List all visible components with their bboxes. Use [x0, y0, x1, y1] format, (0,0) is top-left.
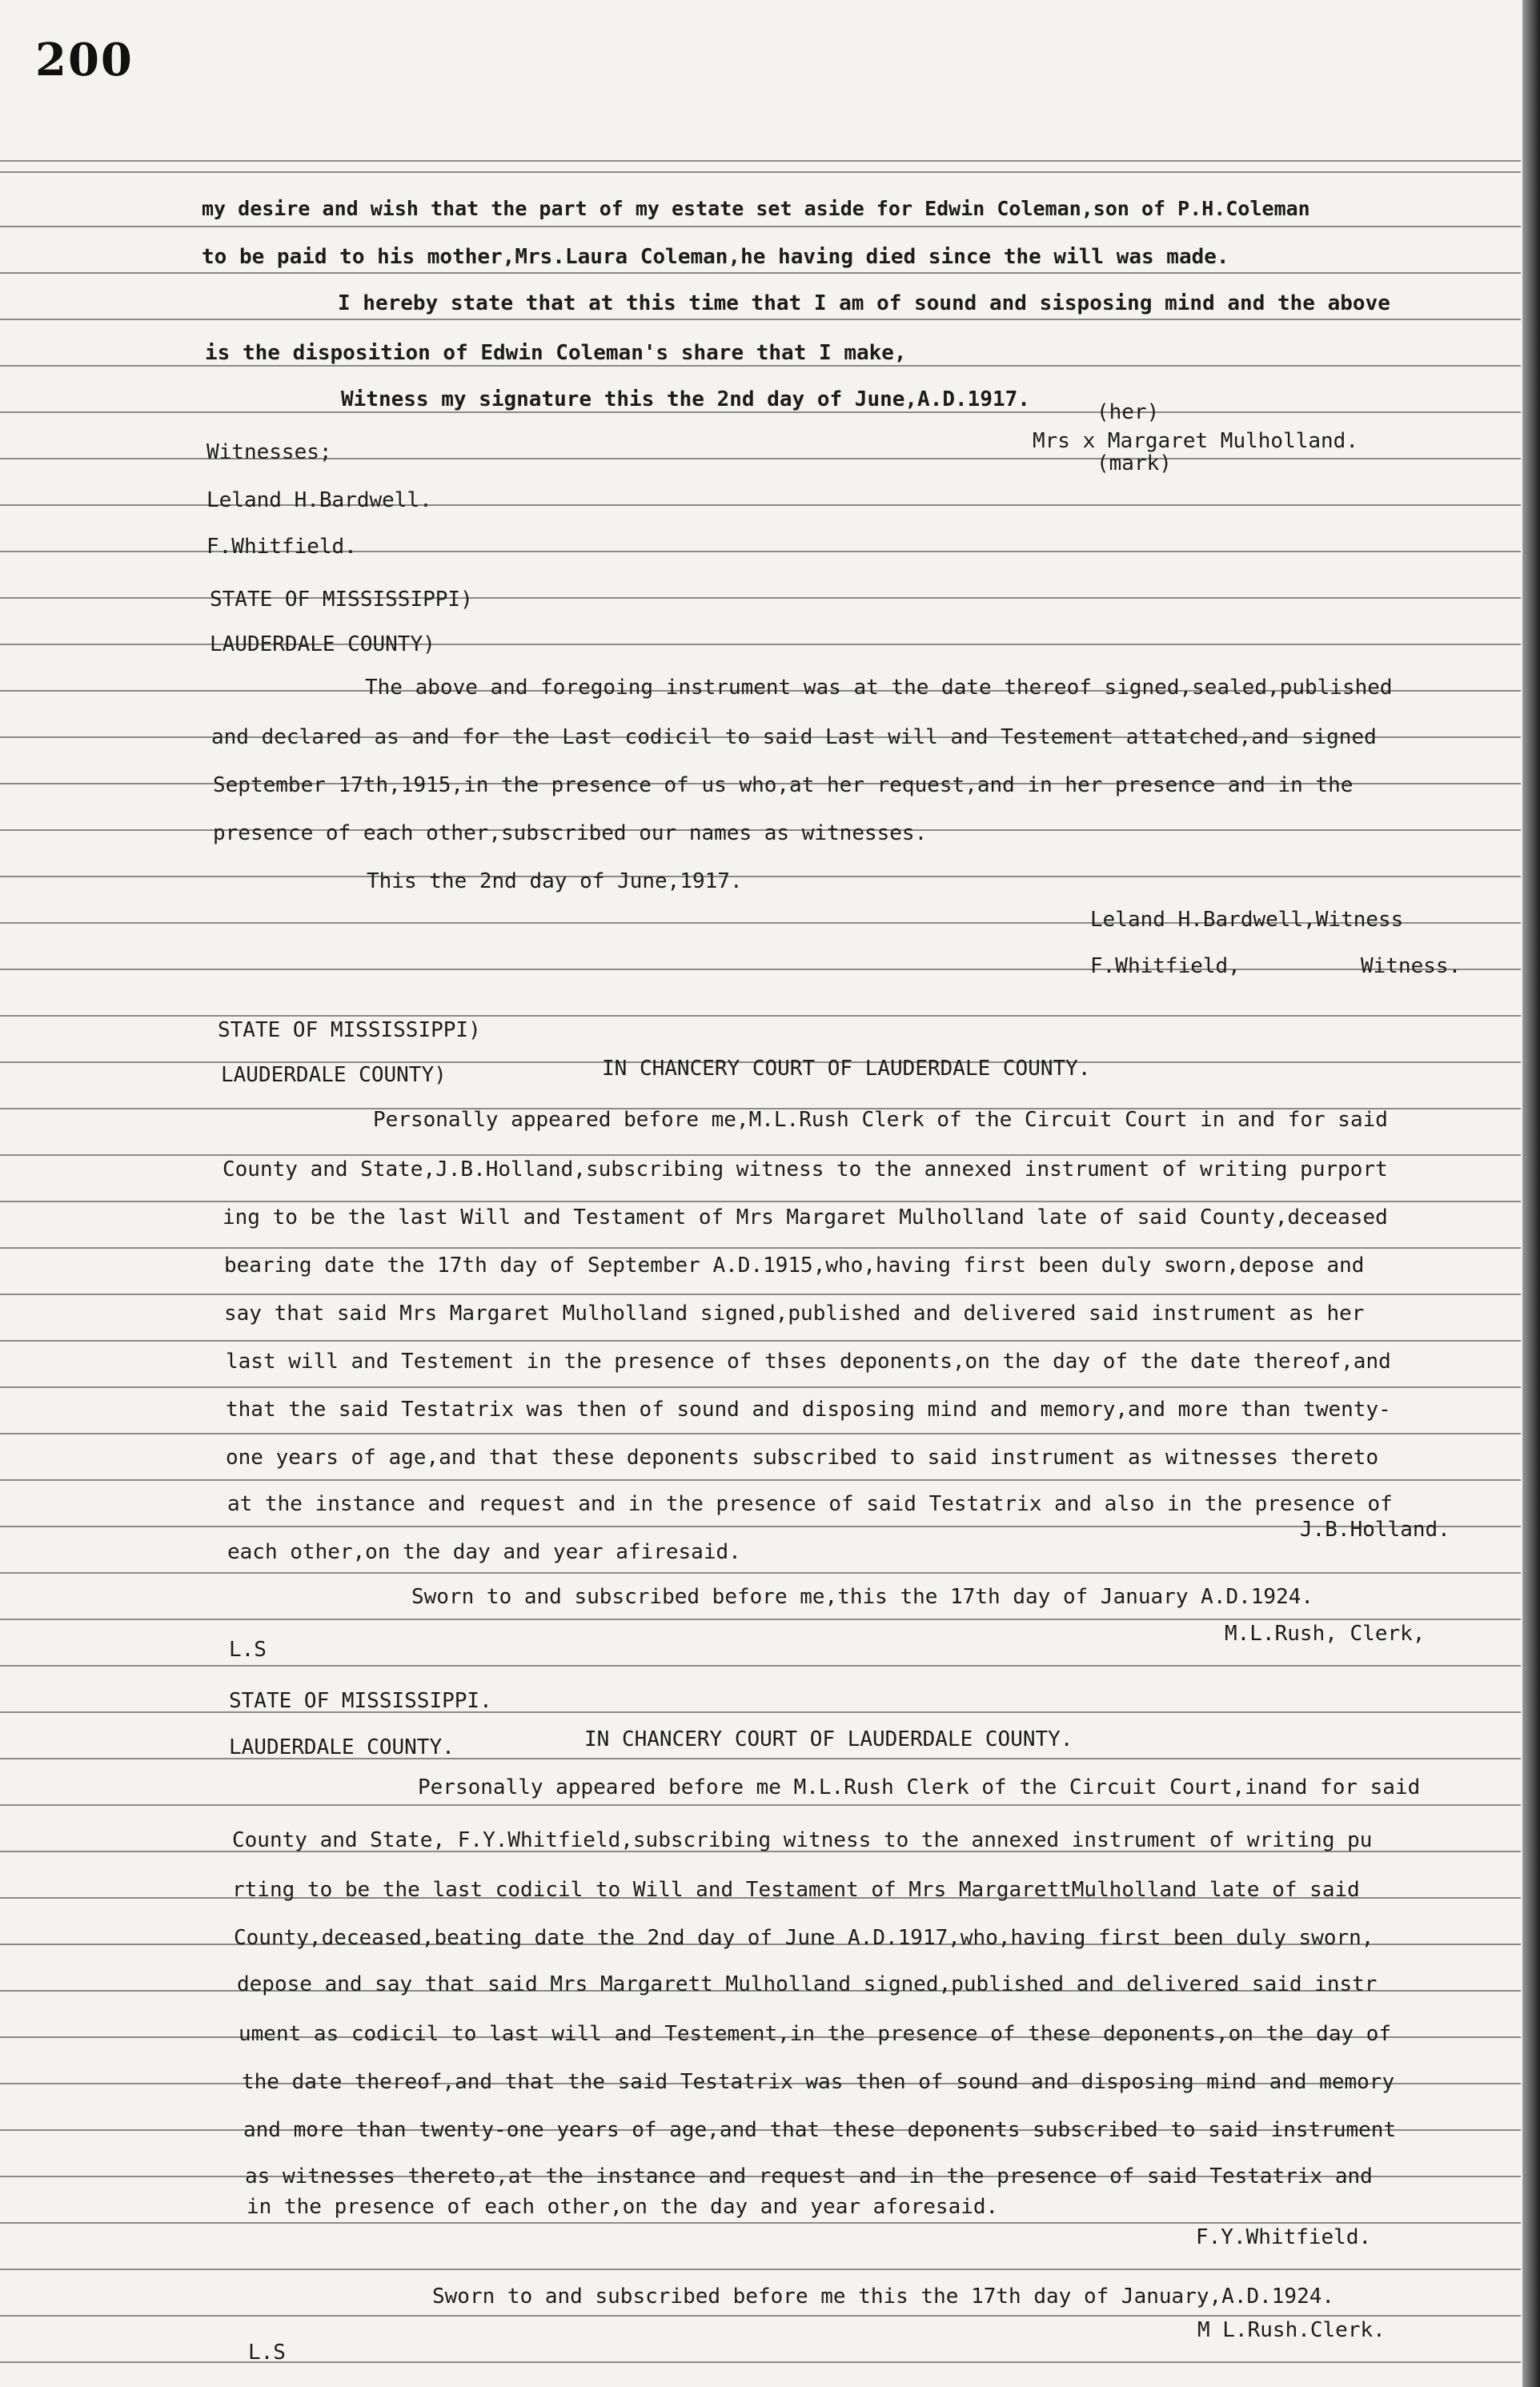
text-line: that the said Testatrix was then of sound and disposing mind and memory,and more than twenty-	[226, 1398, 1391, 1422]
text-line: LAUDERDALE COUNTY)	[210, 632, 435, 656]
text-line: The above and foregoing instrument was at the date thereof signed,sealed,published	[365, 676, 1393, 700]
text-line: Mrs x Margaret Mulholland.	[1033, 429, 1358, 453]
text-line: F.Whitfield.	[207, 535, 357, 559]
text-line: last will and Testement in the presence of thses deponents,on the day of the date thereof,and	[226, 1350, 1391, 1374]
rule-line	[0, 1572, 1521, 1574]
text-line: Leland H.Bardwell,Witness	[1090, 908, 1404, 932]
rule-line	[0, 1294, 1521, 1295]
rule-line	[0, 272, 1521, 274]
rule-line	[0, 226, 1521, 227]
text-line: rting to be the last codicil to Will and Testament of Mrs MargarettMulholland late of said	[232, 1878, 1360, 1902]
text-line: (her)	[1097, 400, 1160, 424]
text-line: STATE OF MISSISSIPPI.	[229, 1689, 492, 1713]
text-line: my desire and wish that the part of my estate set aside for Edwin Coleman,son of P.H.Coleman	[202, 197, 1310, 220]
text-line: one years of age,and that these deponents subscribed to said instrument as witnesses thereto	[226, 1446, 1379, 1470]
rule-line	[0, 1804, 1521, 1806]
page-number: 200	[35, 34, 134, 86]
rule-line	[0, 1665, 1521, 1667]
text-line: M.L.Rush, Clerk,	[1225, 1622, 1426, 1646]
rule-line	[0, 876, 1521, 877]
text-line: the date thereof,and that the said Testatrix was then of sound and disposing mind and memory	[242, 2070, 1395, 2094]
rule-line	[0, 1015, 1521, 1017]
text-line: IN CHANCERY COURT OF LAUDERDALE COUNTY.	[602, 1057, 1091, 1081]
text-line: Leland H.Bardwell.	[207, 488, 432, 512]
rule-line	[0, 1433, 1521, 1434]
text-line: Sworn to and subscribed before me this the 17th day of January,A.D.1924.	[432, 2285, 1335, 2309]
text-line: F.Whitfield,	[1090, 954, 1241, 978]
rule-line	[0, 1386, 1521, 1388]
text-line: Witness.	[1361, 954, 1462, 978]
text-line: and declared as and for the Last codicil to said Last will and Testement attatched,and signed	[211, 725, 1377, 749]
rule-line	[0, 160, 1521, 162]
text-line: to be paid to his mother,Mrs.Laura Coleman,he having died since the will was made.	[202, 245, 1229, 269]
rule-line	[0, 1758, 1521, 1759]
rule-line	[0, 1154, 1521, 1156]
text-line: say that said Mrs Margaret Mulholland signed,published and delivered said instrument as her	[224, 1302, 1365, 1326]
text-line: County and State,J.B.Holland,subscribing witness to the annexed instrument of writing purport	[223, 1157, 1388, 1181]
text-line: is the disposition of Edwin Coleman's share that I make,	[205, 341, 907, 365]
text-line: County and State, F.Y.Whitfield,subscribing witness to the annexed instrument of writing pu	[232, 1828, 1373, 1852]
text-line: M L.Rush.Clerk.	[1197, 2318, 1386, 2342]
text-line: I hereby state that at this time that I am of sound and sisposing mind and the above	[338, 291, 1390, 315]
text-line: Witness my signature this the 2nd day of June,A.D.1917.	[341, 387, 1030, 411]
text-line: depose and say that said Mrs Margarett Mulholland signed,published and delivered said instr	[237, 1972, 1378, 1996]
text-line: each other,on the day and year afiresaid.	[227, 1540, 741, 1564]
text-line: STATE OF MISSISSIPPI)	[210, 588, 473, 612]
rule-line	[0, 365, 1521, 367]
text-line: Personally appeared before me,M.L.Rush Clerk of the Circuit Court in and for said	[373, 1108, 1388, 1132]
text-line: presence of each other,subscribed our names as witnesses.	[213, 821, 928, 845]
rule-line	[0, 1201, 1521, 1202]
rule-line	[0, 1340, 1521, 1342]
text-line: ument as codicil to last will and Testement,in the presence of these deponents,on the day of	[239, 2022, 1392, 2046]
rule-line	[0, 1526, 1521, 1527]
text-line: STATE OF MISSISSIPPI)	[218, 1018, 481, 1042]
text-line: J.B.Holland.	[1300, 1518, 1450, 1542]
text-line: LAUDERDALE COUNTY)	[221, 1063, 447, 1087]
text-line: Sworn to and subscribed before me,this the 17th day of January A.D.1924.	[411, 1585, 1314, 1609]
rule-line	[0, 969, 1521, 970]
rule-line	[0, 1479, 1521, 1481]
text-line: and more than twenty-one years of age,and that these deponents subscribed to said instrument	[243, 2118, 1397, 2142]
rule-line	[0, 1619, 1521, 1620]
text-line: IN CHANCERY COURT OF LAUDERDALE COUNTY.	[584, 1727, 1073, 1751]
text-line: ing to be the last Will and Testament of Mrs Margaret Mulholland late of said County,deceased	[223, 1206, 1388, 1230]
rule-line	[0, 411, 1521, 413]
rule-line	[0, 2361, 1521, 2363]
rule-line	[0, 1711, 1521, 1713]
text-line: September 17th,1915,in the presence of us who,at her request,and in her presence and in the	[213, 773, 1354, 797]
text-line: This the 2nd day of June,1917.	[367, 869, 743, 893]
text-line: at the instance and request and in the presence of said Testatrix and also in the presence of	[227, 1492, 1393, 1516]
rule-line	[0, 2222, 1521, 2224]
text-line: Personally appeared before me M.L.Rush Clerk of the Circuit Court,inand for said	[418, 1775, 1421, 1799]
text-line: County,deceased,beating date the 2nd day of June A.D.1917,who,having first been duly sworn,	[234, 1926, 1374, 1950]
text-line: as witnesses thereto,at the instance and request and in the presence of said Testatrix and	[245, 2164, 1373, 2188]
text-line: in the presence of each other,on the day and year aforesaid.	[247, 2195, 999, 2219]
rule-line	[0, 2315, 1521, 2317]
text-line: L.S	[248, 2341, 286, 2365]
rule-line	[0, 319, 1521, 320]
rule-line	[0, 1247, 1521, 1249]
text-line: L.S	[229, 1638, 267, 1662]
text-line: (mark)	[1097, 451, 1172, 475]
rule-line	[0, 2269, 1521, 2270]
text-line: LAUDERDALE COUNTY.	[229, 1735, 455, 1759]
text-line: Witnesses;	[207, 440, 332, 464]
rule-line	[0, 171, 1521, 173]
text-line: bearing date the 17th day of September A.D.1915,who,having first been duly sworn,depose and	[224, 1254, 1365, 1278]
text-line: F.Y.Whitfield.	[1196, 2225, 1372, 2249]
